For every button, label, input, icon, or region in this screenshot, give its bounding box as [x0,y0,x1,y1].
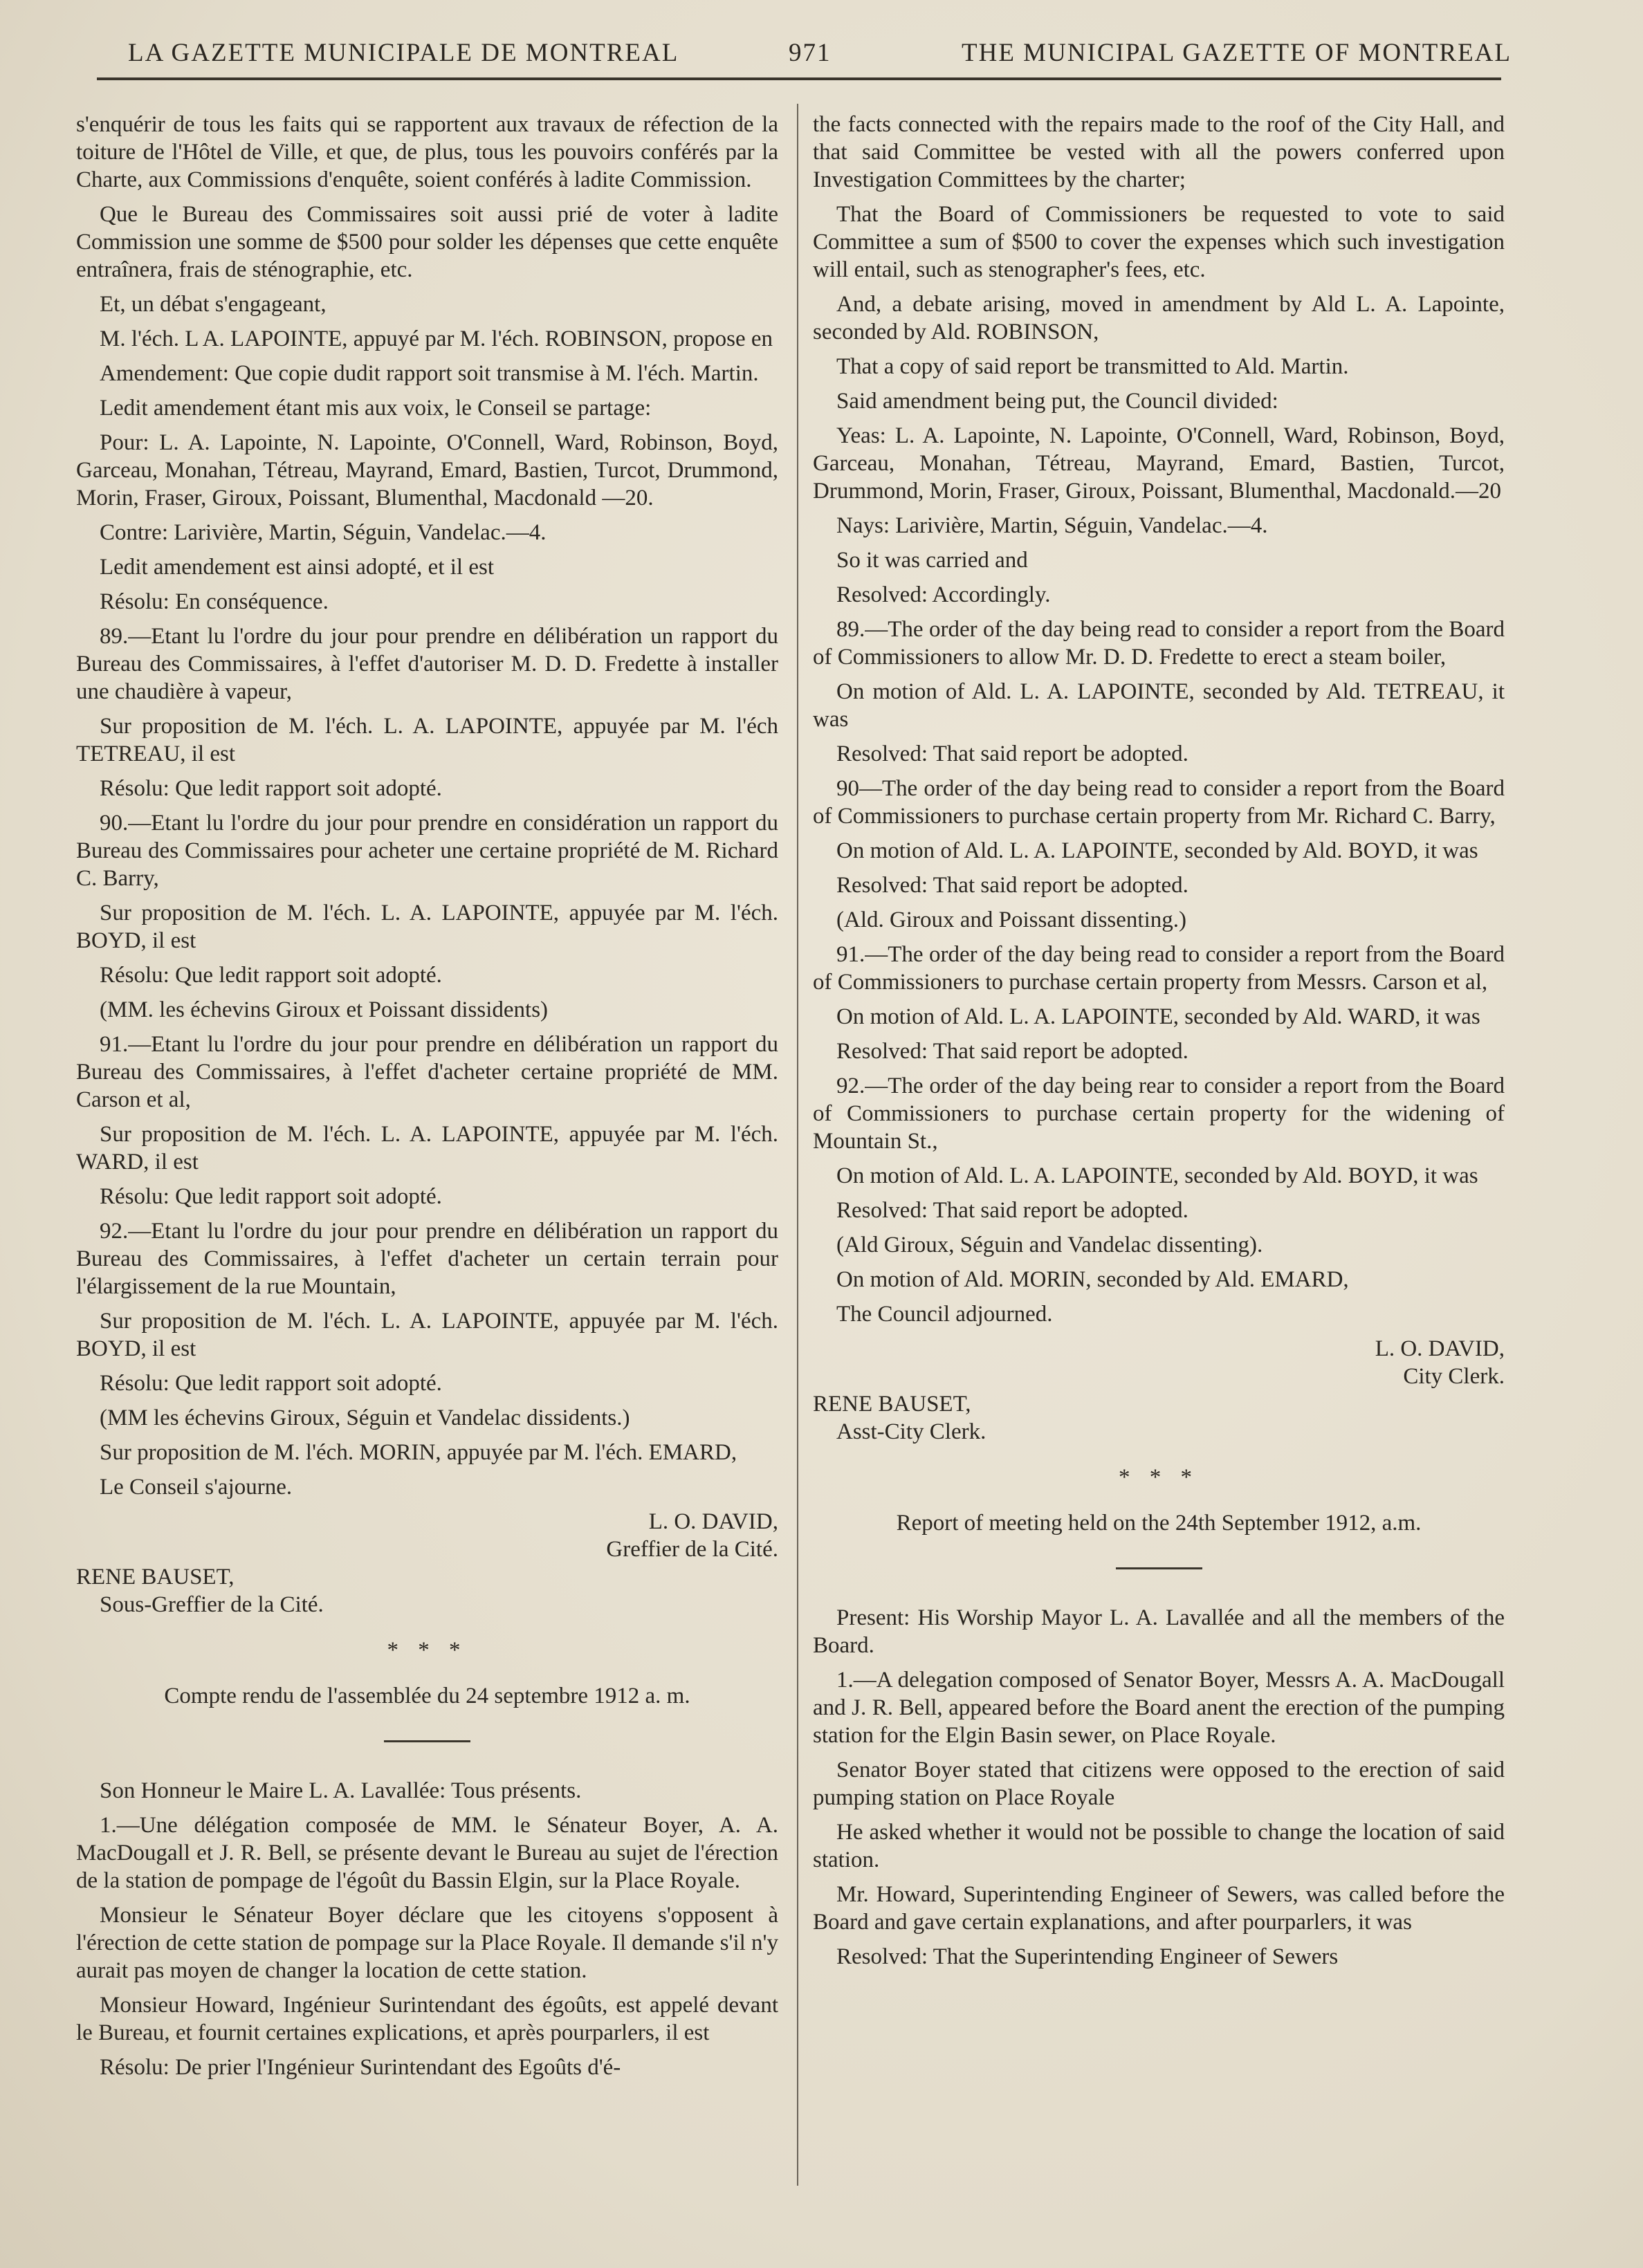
paragraph: 89.—Etant lu l'ordre du jour pour prendre en délibération un rapport du Bureau des Commissaires, à l'effet d'autoriser M. D. D. Fredette à installer une chaudière à vapeur, [76,624,778,704]
paragraph: On motion of Ald. L. A. LAPOINTE, seconded by Ald. TETREAU, it was [813,679,1505,732]
paragraph: Résolu: De prier l'Ingénieur Surintendant des Egoûts d'é- [100,2055,621,2080]
paragraph: And, a debate arising, moved in amendment by Ald L. A. Lapointe, seconded by Ald. ROBINSON, [813,292,1505,344]
paragraph: the facts connected with the repairs made to the roof of the City Hall, and that said Committee be vested with all the powers conferred upon Investigation Committees by the charter; [813,112,1505,192]
paragraph: Sur proposition de M. l'éch. L. A. LAPOINTE, appuyée par M. l'éch. BOYD, il est [76,901,778,953]
paragraph: Monsieur le Sénateur Boyer déclare que les citoyens s'opposent à l'érection de cette station de pompage sur la Place Royale. Il demande s'il n'y aurait pas moyen de changer la location de cette station. [76,1903,778,1983]
paragraph: Senator Boyer stated that citizens were opposed to the erection of said pumping station on Place Royale [813,1758,1505,1810]
english-column [813,111,1505,1977]
paragraph: Resolved: That the Superintending Engineer of Sewers [836,1944,1339,1969]
paragraph: Pour: L. A. Lapointe, N. Lapointe, O'Connell, Ward, Robinson, Boyd, Garceau, Monahan, Tétreau, Mayrand, Emard, Bastien, Turcot, Drummond, Morin, Fraser, Giroux, Poissant, Blumenthal, Macdonald —20. [76,430,778,510]
column-divider [797,104,798,2186]
paragraph: Le Conseil s'ajourne. [100,1475,293,1500]
paragraph: 92.—The order of the day being rear to consider a report from the Board of Commissioners to purchase certain property for the widening of Mountain St., [813,1073,1505,1154]
paragraph: Résolu: Que ledit rapport soit adopté. [100,1184,442,1209]
paragraph: Resolved: That said report be adopted. [836,741,1188,766]
page-number: 971 [789,39,832,67]
paragraph: 91.—The order of the day being read to consider a report from the Board of Commissioners to purchase certain property from Messrs. Carson et al, [813,942,1505,995]
paragraph: On motion of Ald. L. A. LAPOINTE, seconded by Ald. WARD, it was [836,1004,1480,1029]
paragraph: Résolu: Que ledit rapport soit adopté. [100,1371,442,1396]
paragraph: (Ald Giroux, Séguin and Vandelac dissenting). [836,1233,1263,1257]
paragraph: (MM les échevins Giroux, Séguin et Vandelac dissidents.) [100,1405,630,1430]
paragraph: Sur proposition de M. l'éch. L. A. LAPOINTE, appuyée par M. l'éch. WARD, il est [76,1122,778,1174]
paragraph: That a copy of said report be transmitted to Ald. Martin. [836,354,1349,379]
paragraph: Said amendment being put, the Council divided: [836,389,1278,414]
paragraph: Sur proposition de M. l'éch. MORIN, appuyée par M. l'éch. EMARD, [100,1440,737,1465]
assistant-clerk-title: Asst-City Clerk. [836,1419,986,1444]
paragraph: Yeas: L. A. Lapointe, N. Lapointe, O'Connell, Ward, Robinson, Boyd, Garceau, Monahan, Tétreau, Mayrand, Emard, Bastien, Turcot, Drummond, Morin, Fraser, Giroux, Poissant, Blumenthal, Macdonald.—20 [813,423,1505,504]
paragraph: Resolved: That said report be adopted. [836,873,1188,898]
clerk-signature-name: L. O. DAVID, [1375,1336,1505,1361]
clerk-signature-title: City Clerk. [1403,1364,1505,1389]
paragraph: 92.—Etant lu l'ordre du jour pour prendre en délibération un rapport du Bureau des Commissaires, à l'effet d'acheter un certain terrain pour l'élargissement de la rue Mountain, [76,1219,778,1299]
paragraph: Que le Bureau des Commissaires soit aussi prié de voter à ladite Commission une somme de $500 pour solder les dépenses que cette enquête entraînera, frais de sténographie, etc. [76,202,778,282]
section-rule [384,1740,470,1742]
header-english-title: THE MUNICIPAL GAZETTE OF MONTREAL [962,39,1512,67]
paragraph: Résolu: Que ledit rapport soit adopté. [100,776,442,801]
paragraph: Monsieur Howard, Ingénieur Surintendant des égoûts, est appelé devant le Bureau, et fournit certaines explications, et après pourparlers, il est [76,1993,778,2045]
paragraph: Sur proposition de M. l'éch. L. A. LAPOINTE, appuyée par M. l'éch TETREAU, il est [76,714,778,766]
paragraph: s'enquérir de tous les faits qui se rapportent aux travaux de réfection de la toiture de l'Hôtel de Ville, et que, de plus, tous les pouvoirs conférés par la Charte, aux Commissions d'enquête, soient conférés à ladite Commission. [76,112,778,192]
paragraph: Resolved: That said report be adopted. [836,1039,1188,1064]
paragraph: Amendement: Que copie dudit rapport soit transmise à M. l'éch. Martin. [100,361,759,386]
paragraph: On motion of Ald. MORIN, seconded by Ald. EMARD, [836,1267,1349,1292]
paragraph: That the Board of Commissioners be requested to vote to said Committee a sum of $500 to cover the expenses which such investigation will entail, such as stenographer's fees, etc. [813,202,1505,282]
paragraph: 1.—Une délégation composée de MM. le Sénateur Boyer, A. A. MacDougall et J. R. Bell, se présente devant le Bureau au sujet de l'érection de la station de pompage de l'égoût du Bassin Elgin, sur la Place Royale. [76,1813,778,1893]
paragraph: 90—The order of the day being read to consider a report from the Board of Commissioners to purchase certain property from Mr. Richard C. Barry, [813,776,1505,829]
paragraph: Sur proposition de M. l'éch. L. A. LAPOINTE, appuyée par M. l'éch. BOYD, il est [76,1309,778,1361]
paragraph: On motion of Ald. L. A. LAPOINTE, seconded by Ald. BOYD, it was [836,1163,1478,1188]
french-column [76,111,778,2088]
paragraph: Mr. Howard, Superintending Engineer of Sewers, was called before the Board and gave certain explanations, and after pourparlers, it was [813,1882,1505,1935]
paragraph: Ledit amendement étant mis aux voix, le Conseil se partage: [100,396,652,421]
paragraph: 91.—Etant lu l'ordre du jour pour prendre en délibération un rapport du Bureau des Commissaires, à l'effet d'acheter certaine propriété de MM. Carson et al, [76,1032,778,1112]
clerk-signature-title: Greffier de la Cité. [606,1537,778,1562]
paragraph: Resolved: That said report be adopted. [836,1198,1188,1223]
assistant-clerk-title: Sous-Greffier de la Cité. [100,1592,324,1617]
paragraph: 90.—Etant lu l'ordre du jour pour prendre en considération un rapport du Bureau des Commissaires pour acheter une certaine propriété de M. Richard C. Barry, [76,811,778,891]
assistant-clerk-name: RENE BAUSET, [76,1565,235,1589]
paragraph: (Ald. Giroux and Poissant dissenting.) [836,907,1186,932]
paragraph: Nays: Larivière, Martin, Séguin, Vandelac.—4. [836,513,1268,538]
paragraph: Résolu: En conséquence. [100,589,329,614]
paragraph: Present: His Worship Mayor L. A. Lavallée and all the members of the Board. [813,1605,1505,1658]
paragraph: Resolved: Accordingly. [836,582,1051,607]
paragraph: On motion of Ald. L. A. LAPOINTE, seconded by Ald. BOYD, it was [836,838,1478,863]
paragraph: He asked whether it would not be possible to change the location of said station. [813,1820,1505,1872]
paragraph: Contre: Larivière, Martin, Séguin, Vandelac.—4. [100,520,547,545]
paragraph: Et, un débat s'engageant, [100,292,327,317]
section-separator: * * * [387,1638,468,1663]
paragraph: Résolu: Que ledit rapport soit adopté. [100,963,442,988]
clerk-signature-name: L. O. DAVID, [648,1509,778,1534]
assistant-clerk-name: RENE BAUSET, [813,1392,971,1417]
paragraph: 89.—The order of the day being read to consider a report from the Board of Commissioners to allow Mr. D. D. Fredette to erect a steam boiler, [813,617,1505,670]
paragraph: The Council adjourned. [836,1302,1053,1327]
report-title: Compte rendu de l'assemblée du 24 septembre 1912 a. m. [164,1684,690,1708]
header-rule [97,77,1501,80]
paragraph: So it was carried and [836,548,1028,573]
paragraph: 1.—A delegation composed of Senator Boyer, Messrs A. A. MacDougall and J. R. Bell, appeared before the Board anent the erection of the pumping station for the Elgin Basin sewer, on Place Royale. [813,1668,1505,1748]
section-separator: * * * [1119,1465,1199,1490]
paragraph: Son Honneur le Maire L. A. Lavallée: Tous présents. [100,1778,582,1803]
report-title: Report of meeting held on the 24th September 1912, a.m. [896,1511,1422,1536]
paragraph: Ledit amendement est ainsi adopté, et il est [100,555,494,580]
paragraph: M. l'éch. L A. LAPOINTE, appuyé par M. l'éch. ROBINSON, propose en [100,326,773,351]
header-french-title: LA GAZETTE MUNICIPALE DE MONTREAL [128,39,679,67]
page-header [128,38,1512,73]
paragraph: (MM. les échevins Giroux et Poissant dissidents) [100,997,549,1022]
section-rule [1116,1567,1202,1569]
